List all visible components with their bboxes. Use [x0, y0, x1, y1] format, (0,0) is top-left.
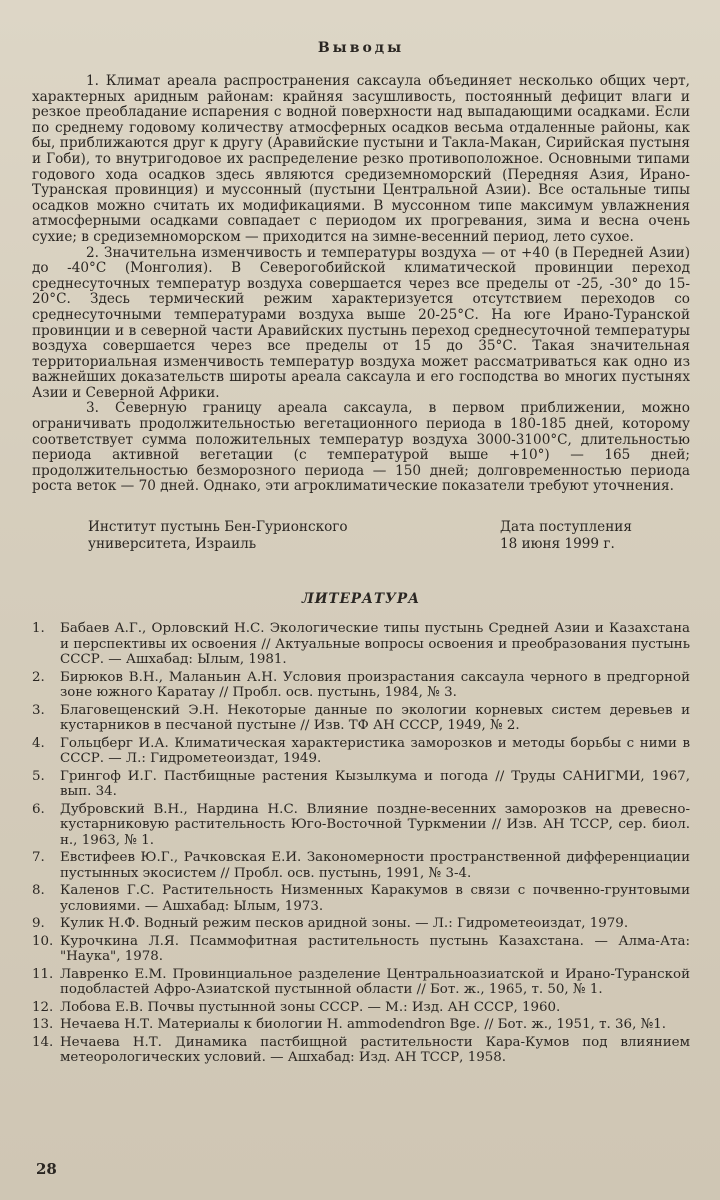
reference-item: [32, 916, 690, 932]
reference-text: Нечаева Н.Т. Материалы к биологии H. ammodendron Bge. // Бот. ж., 1951, т. 36, №1.: [60, 1017, 667, 1033]
conclusion-paragraph-1: 1. Климат ареала распространения саксаула объединяет несколько общих черт, характерных аридным районам: крайняя засушливость, постоянный дефицит влаги и резкое преобладание испарения с водной поверхности над выпадающими осадками. Если по среднему годовому количеству атмосферных осадков весьма отдаленные районы, как бы, приближаются друг к другу (Аравийские пустыни и Такла-Макан, Сирийская пустыня и Гоби), то внутригодовое их распределение резко противоположное. Основными типами годового хода осадков здесь являются средиземноморский (Передняя Азия, Ирано-Туранская провинция) и муссонный (пустыни Центральной Азии). Все остальные типы осадков можно считать их модификациями. В муссонном типе максимум увлажнения атмосферными осадками совпадает с периодом их прогревания, зима и весна очень сухие; в средиземноморском — приходится на зимне-весенний период, лето сухое.: [32, 73, 690, 245]
reference-text: Лобова Е.В. Почвы пустынной зоны СССР. — М.: Изд. АН СССР, 1960.: [60, 999, 561, 1015]
reference-text: Благовещенский Э.Н. Некоторые данные по экологии корневых систем деревьев и кустарников в песчаной пустыне // Изв. ТФ АН СССР, 1949, № 2.: [60, 702, 690, 734]
reference-number: 14.: [32, 1034, 54, 1050]
reference-item: [32, 621, 690, 668]
reference-item: [32, 1017, 690, 1033]
page-number: 28: [36, 1160, 57, 1178]
reference-text: Нечаева Н.Т. Динамика пастбищной растительности Кара-Кумов под влиянием метеорологических условий. — Ашхабад: Изд. АН ТССР, 1958.: [60, 1034, 690, 1066]
reference-item: [32, 670, 690, 701]
reference-text: Грингоф И.Г. Пастбищные растения Кызылкума и погода // Труды САНИГМИ, 1967, вып. 34.: [60, 768, 690, 800]
reference-text: Бирюков В.Н., Маланьин А.Н. Условия произрастания саксаула черного в предгорной зоне южного Каратау // Пробл. осв. пустынь, 1984, № 3.: [60, 669, 690, 701]
reference-item: [32, 1000, 690, 1016]
literature-heading: ЛИТЕРАТУРА: [301, 591, 421, 608]
reference-number: 5.: [32, 768, 45, 784]
reference-item: [32, 934, 690, 965]
conclusion-paragraph-3: 3. Северную границу ареала саксаула, в первом приближении, можно ограничивать продолжительностью вегетационного периода в 180-185 дней, которому соответствует сумма положительных температур воздуха 3000-3100°С, длительностью периода активной вегетации (с температурой выше +10°) — 165 дней; продолжительностью безморозного периода — 150 дней; долговременностью периода роста веток — 70 дней. Однако, эти агроклиматические показатели требуют уточнения.: [32, 400, 690, 495]
reference-number: 3.: [32, 702, 45, 718]
reference-item: [32, 802, 690, 849]
reference-text: Бабаев А.Г., Орловский Н.С. Экологические типы пустынь Средней Азии и Казахстана и перспективы их освоения // Актуальные вопросы освоения и преобразования пустынь СССР. — Ашхабад: Ылым, 1981.: [60, 621, 690, 668]
reference-item: [32, 850, 690, 881]
conclusion-paragraph-2: 2. Значительна изменчивость и температуры воздуха — от +40 (в Передней Азии) до -40°С (Монголия). В Северогобийской климатической провинции переход среднесуточных температур воздуха совершается через все пределы от -25, -30° до 15-20°С. Здесь термический режим характеризуется отсутствием переходов со среднесуточными температурами воздуха выше 20-25°С. На юге Ирано-Туранской провинции и в северной части Аравийских пустынь переход среднесуточной температуры воздуха совершается через все пределы от 15 до 35°С. Такая значительная территориальная изменчивость температур воздуха может рассматриваться как одно из важнейших доказательств широты ареала саксаула и его господства во многих пустынях Азии и Северной Африки.: [32, 244, 690, 401]
date-label: Дата поступления: [500, 519, 632, 536]
signature-block: [88, 519, 660, 553]
reference-number: 12.: [32, 999, 54, 1015]
reference-item: [32, 883, 690, 914]
reference-text: Каленов Г.С. Растительность Низменных Каракумов в связи с почвенно-грунтовыми условиями. — Ашхабад: Ылым, 1973.: [60, 883, 690, 914]
reference-number: 8.: [32, 883, 45, 899]
reference-text: Гольцберг И.А. Климатическая характеристика заморозков и методы борьбы с ними в СССР. — Л.: Гидрометеоиздат, 1949.: [60, 735, 690, 767]
reference-item: [32, 736, 690, 767]
institute-affiliation: [88, 519, 388, 553]
reference-number: 1.: [32, 621, 45, 637]
reference-number: 6.: [32, 801, 45, 817]
reference-number: 10.: [32, 933, 54, 949]
reference-number: 9.: [32, 916, 45, 932]
reference-text: Дубровский В.Н., Нардина Н.С. Влияние поздне-весенних заморозков на древесно-кустарниковую растительность Юго-Восточной Туркмении // Изв. АН ТССР, сер. биол. н., 1963, № 1.: [60, 801, 690, 848]
reference-number: 13.: [32, 1017, 54, 1033]
reference-number: 7.: [32, 850, 45, 866]
reference-item: [32, 967, 690, 998]
reference-list: [32, 621, 690, 1066]
institute-line-2: университета, Израиль: [88, 536, 257, 553]
submission-date: [500, 519, 660, 553]
reference-text: Кулик Н.Ф. Водный режим песков аридной зоны. — Л.: Гидрометеоиздат, 1979.: [60, 916, 629, 932]
reference-text: Евстифеев Ю.Г., Рачковская Е.И. Закономерности пространственной дифференциации пустынных экосистем // Пробл. осв. пустынь, 1991, № 3-4.: [60, 850, 690, 881]
reference-item: [32, 769, 690, 800]
reference-text: Курочкина Л.Я. Псаммофитная растительность пустынь Казахстана. — Алма-Ата: "Наука", 1978.: [60, 933, 690, 965]
reference-item: [32, 703, 690, 734]
reference-number: 4.: [32, 735, 45, 751]
date-value: 18 июня 1999 г.: [500, 536, 615, 553]
institute-line-1: Институт пустынь Бен-Гурионского: [88, 519, 348, 536]
conclusions-heading: Выводы: [317, 40, 405, 56]
reference-number: 11.: [32, 966, 54, 982]
reference-text: Лавренко Е.М. Провинциальное разделение Центральноазиатской и Ирано-Туранской подобластей Афро-Азиатской пустынной области // Бот. ж., 1965, т. 50, № 1.: [60, 966, 690, 998]
reference-item: [32, 1035, 690, 1066]
reference-number: 2.: [32, 669, 45, 685]
